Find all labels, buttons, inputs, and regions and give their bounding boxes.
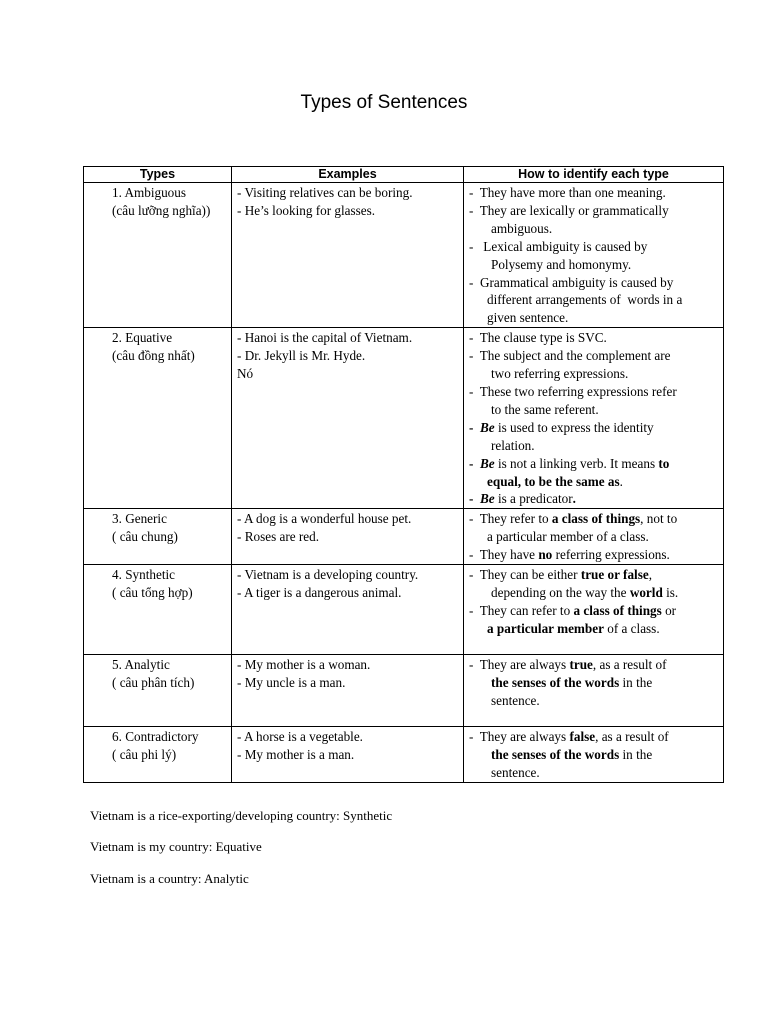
example-sentence: - Visiting relatives can be boring. bbox=[237, 185, 413, 200]
identify-line bbox=[469, 566, 719, 584]
example-sentence: - Roses are red. bbox=[237, 529, 320, 545]
identify-line bbox=[469, 419, 719, 437]
type-label: 2. Equative bbox=[112, 330, 173, 346]
examples-cell bbox=[232, 727, 464, 783]
identify-line bbox=[469, 674, 719, 692]
type-label: ( câu phân tích) bbox=[112, 674, 195, 690]
examples-cell bbox=[232, 183, 464, 328]
example-sentence: - Hanoi is the capital of Vietnam. bbox=[237, 330, 413, 346]
identify-text: , as a result of bbox=[595, 729, 669, 745]
identify-line bbox=[469, 510, 719, 528]
examples-cell bbox=[232, 655, 464, 727]
identify-line bbox=[469, 329, 719, 347]
identify-text: the senses of the words bbox=[491, 674, 620, 690]
identify-line bbox=[469, 473, 719, 491]
table-row bbox=[84, 727, 724, 783]
note-line: Vietnam is a country: Analytic bbox=[90, 871, 249, 886]
identify-line bbox=[469, 764, 719, 782]
type-label: 6. Contradictory bbox=[112, 729, 199, 745]
example-sentence: - My mother is a man. bbox=[237, 746, 355, 762]
identify-text: Be bbox=[480, 455, 495, 471]
identify-text: the senses of the words bbox=[491, 746, 620, 762]
identify-text: or bbox=[661, 602, 677, 618]
identify-text: - Lexical ambiguity is caused by bbox=[469, 238, 648, 254]
table-header-row bbox=[84, 167, 724, 183]
identify-text: depending on the way the bbox=[491, 584, 630, 600]
identify-text: equal, to be the same as bbox=[487, 473, 620, 489]
example-sentence: - My mother is a woman. bbox=[237, 657, 371, 673]
identify-cell bbox=[464, 727, 724, 783]
type-label: ( câu phi lý) bbox=[112, 746, 177, 762]
identify-text: a particular member bbox=[487, 620, 604, 636]
type-cell bbox=[84, 328, 232, 509]
identify-line bbox=[469, 546, 719, 564]
example-sentence: - A dog is a wonderful house pet. bbox=[237, 511, 412, 527]
identify-text: is not a linking verb. It means bbox=[494, 455, 659, 471]
examples-cell bbox=[232, 328, 464, 509]
identify-text: given sentence. bbox=[487, 310, 569, 326]
header-examples: Examples bbox=[232, 167, 464, 183]
identify-text: is used to express the identity bbox=[494, 419, 654, 435]
identify-text: in the bbox=[619, 746, 653, 762]
identify-line bbox=[469, 656, 719, 674]
identify-text: - They have bbox=[469, 547, 539, 563]
type-label: (câu đồng nhất) bbox=[112, 348, 195, 364]
identify-text: true bbox=[569, 657, 593, 673]
identify-line bbox=[469, 291, 719, 309]
type-label: ( câu chung) bbox=[112, 529, 178, 545]
identify-line bbox=[469, 401, 719, 419]
identify-text: - bbox=[469, 419, 480, 435]
identify-line bbox=[469, 274, 719, 292]
examples-cell bbox=[232, 509, 464, 565]
identify-cell bbox=[464, 565, 724, 655]
identify-cell bbox=[464, 509, 724, 565]
examples-cell bbox=[232, 565, 464, 655]
identify-text: , not to bbox=[640, 511, 678, 527]
identify-line bbox=[469, 602, 719, 620]
identify-text: - They are always bbox=[469, 729, 570, 745]
identify-text: - They refer to bbox=[469, 511, 552, 527]
identify-text: . bbox=[572, 491, 576, 507]
sentence-types-table bbox=[83, 166, 724, 783]
identify-line bbox=[469, 455, 719, 473]
identify-line bbox=[469, 620, 719, 638]
table-row bbox=[84, 655, 724, 727]
identify-text: relation. bbox=[491, 437, 535, 453]
identify-text: - bbox=[469, 455, 480, 471]
identify-cell bbox=[464, 655, 724, 727]
identify-line bbox=[469, 220, 719, 238]
example-sentence: - He’s looking for glasses. bbox=[237, 202, 376, 218]
identify-text: to the same referent. bbox=[491, 401, 599, 417]
identify-text: - They are lexically or grammatically bbox=[469, 202, 669, 218]
example-sentence: - A horse is a vegetable. bbox=[237, 729, 363, 745]
identify-text: in the bbox=[619, 674, 653, 690]
identify-line bbox=[469, 365, 719, 383]
identify-line bbox=[469, 256, 719, 274]
identify-line bbox=[469, 347, 719, 365]
table-row bbox=[84, 183, 724, 328]
identify-line bbox=[469, 746, 719, 764]
identify-text: - Grammatical ambiguity is caused by bbox=[469, 274, 674, 290]
identify-text: no bbox=[538, 547, 553, 563]
type-label: 1. Ambiguous bbox=[112, 185, 187, 200]
identify-text: is a predicator bbox=[494, 491, 573, 507]
identify-line bbox=[469, 184, 719, 202]
type-label: 5. Analytic bbox=[112, 657, 170, 673]
identify-text: - The clause type is SVC. bbox=[469, 330, 607, 346]
identify-line bbox=[469, 383, 719, 401]
header-how-to-identify: How to identify each type bbox=[464, 167, 724, 183]
type-label: 4. Synthetic bbox=[112, 567, 176, 583]
identify-text: Polysemy and homonymy. bbox=[491, 256, 632, 272]
identify-text: - These two referring expressions refer bbox=[469, 383, 677, 399]
example-sentence: - Dr. Jekyll is Mr. Hyde. bbox=[237, 348, 366, 364]
identify-cell bbox=[464, 183, 724, 328]
type-cell bbox=[84, 509, 232, 565]
identify-cell bbox=[464, 328, 724, 509]
identify-text: . bbox=[619, 473, 623, 489]
identify-line bbox=[469, 584, 719, 602]
identify-line bbox=[469, 202, 719, 220]
table-row bbox=[84, 565, 724, 655]
identify-text: to bbox=[658, 455, 670, 471]
identify-text: - They have more than one meaning. bbox=[469, 185, 666, 200]
identify-text: referring expressions. bbox=[552, 547, 670, 563]
example-sentence: - Vietnam is a developing country. bbox=[237, 567, 419, 583]
identify-line bbox=[469, 692, 719, 710]
example-sentence: Nó bbox=[237, 366, 254, 382]
type-label: 3. Generic bbox=[112, 511, 167, 527]
type-cell bbox=[84, 727, 232, 783]
identify-text: - The subject and the complement are bbox=[469, 348, 671, 364]
identify-text: - bbox=[469, 491, 480, 507]
identify-text: is. bbox=[662, 584, 679, 600]
type-cell bbox=[84, 655, 232, 727]
identify-text: a class of things bbox=[573, 602, 662, 618]
identify-text: a particular member of a class. bbox=[487, 529, 649, 545]
identify-text: different arrangements of words in a bbox=[487, 292, 683, 308]
identify-text: , bbox=[648, 567, 652, 583]
identify-text: sentence. bbox=[491, 692, 540, 708]
type-cell bbox=[84, 183, 232, 328]
example-sentence: - My uncle is a man. bbox=[237, 674, 346, 690]
identify-text: false bbox=[569, 729, 596, 745]
table-row bbox=[84, 509, 724, 565]
identify-line bbox=[469, 490, 719, 508]
identify-text: world bbox=[629, 584, 663, 600]
identify-text: sentence. bbox=[491, 764, 540, 780]
example-sentence: - A tiger is a dangerous animal. bbox=[237, 584, 402, 600]
page-title: Types of Sentences bbox=[300, 92, 468, 113]
type-label: (câu lưỡng nghĩa)) bbox=[112, 202, 211, 218]
type-label: ( câu tổng hợp) bbox=[112, 584, 193, 600]
identify-text: two referring expressions. bbox=[491, 366, 629, 382]
identify-line bbox=[469, 309, 719, 327]
identify-text: Be bbox=[480, 419, 495, 435]
identify-line bbox=[469, 238, 719, 256]
identify-text: - They can refer to bbox=[469, 602, 574, 618]
identify-line bbox=[469, 437, 719, 455]
table-row bbox=[84, 328, 724, 509]
header-types: Types bbox=[84, 167, 232, 183]
identify-line bbox=[469, 728, 719, 746]
type-cell bbox=[84, 565, 232, 655]
note-line: Vietnam is a rice-exporting/developing country: Synthetic bbox=[90, 808, 393, 823]
identify-text: - They are always bbox=[469, 657, 570, 673]
identify-text: true or false bbox=[580, 567, 649, 583]
identify-text: , as a result of bbox=[592, 657, 667, 673]
identify-line bbox=[469, 528, 719, 546]
note-line: Vietnam is my country: Equative bbox=[90, 839, 262, 854]
identify-text: Be bbox=[480, 491, 495, 507]
identify-text: a class of things bbox=[551, 511, 641, 527]
identify-text: - They can be either bbox=[469, 567, 581, 583]
identify-text: ambiguous. bbox=[491, 220, 553, 236]
identify-text: of a class. bbox=[603, 620, 660, 636]
